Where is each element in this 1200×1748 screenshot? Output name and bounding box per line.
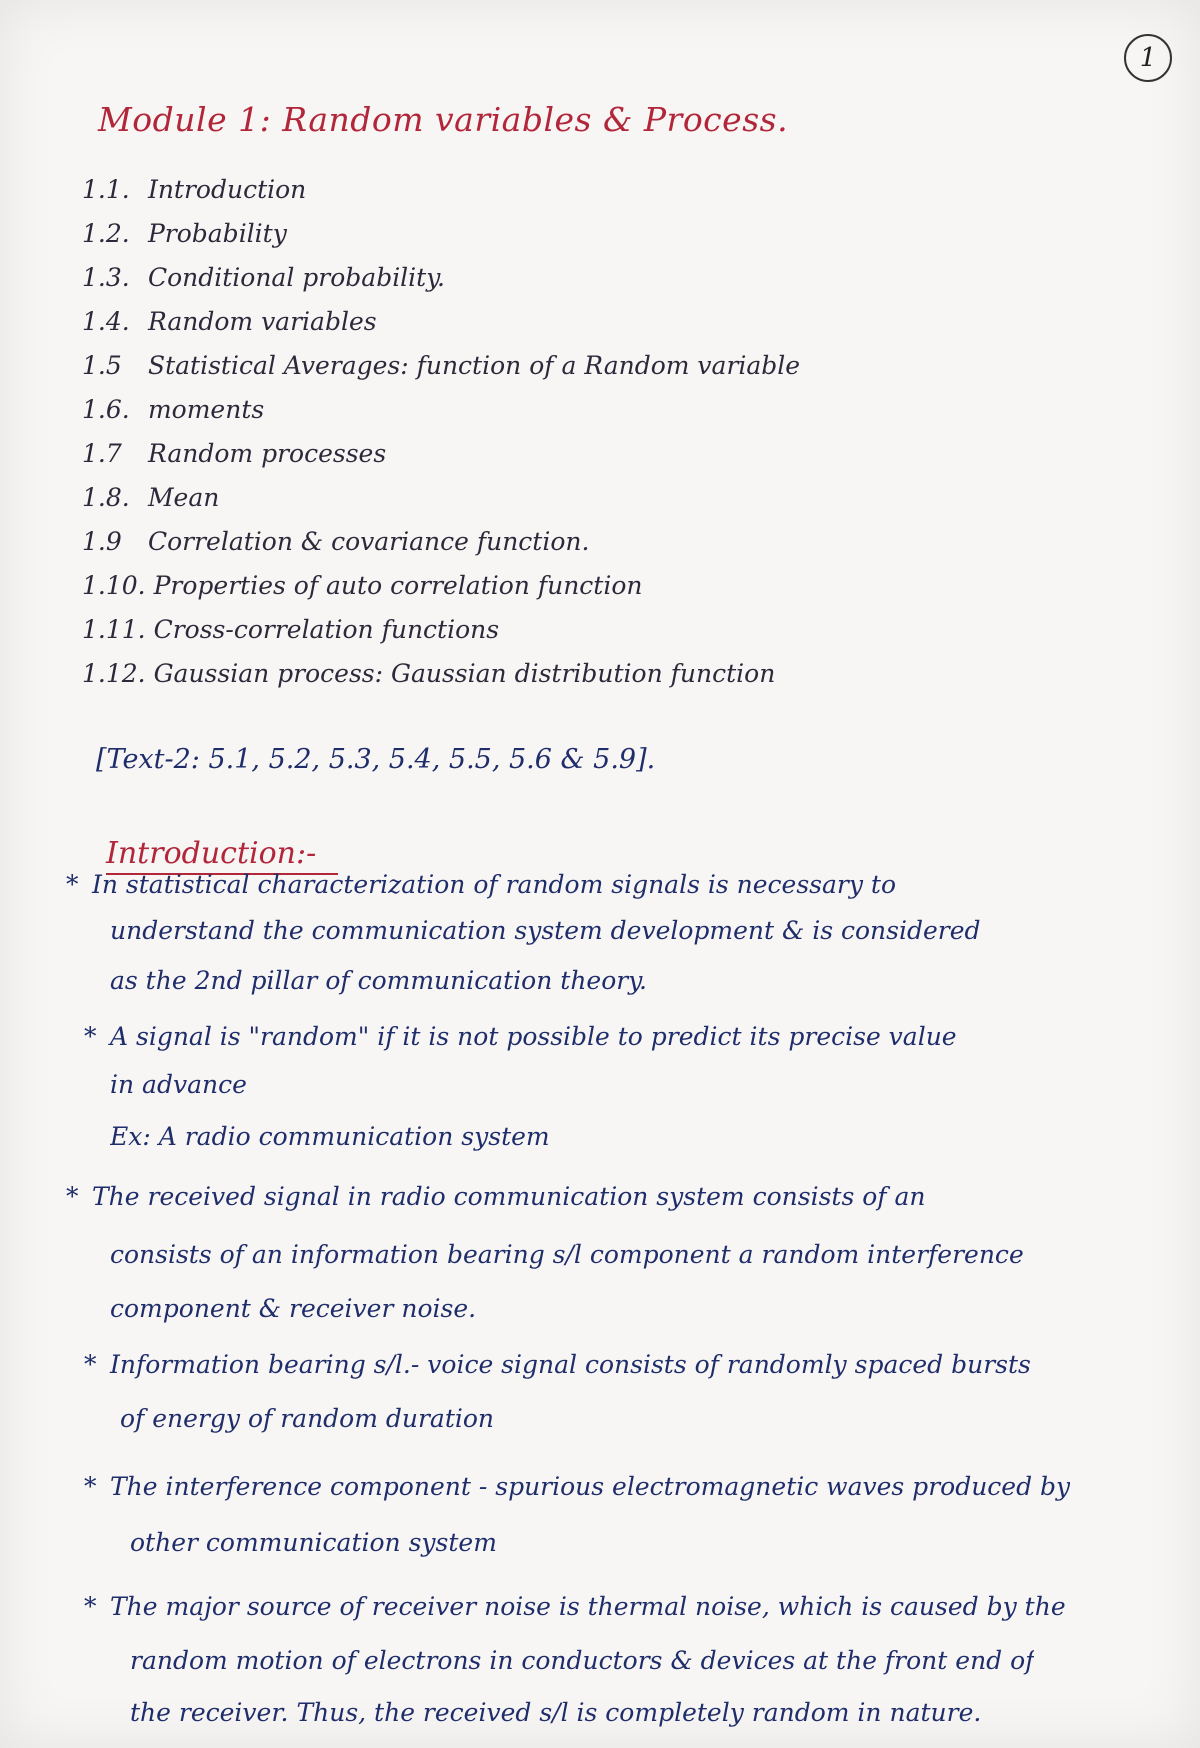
toc-text: Correlation & covariance function. — [147, 527, 590, 556]
table-of-contents — [82, 168, 1122, 696]
body-line — [66, 870, 896, 899]
toc-item — [82, 432, 1122, 476]
toc-item — [82, 388, 1122, 432]
toc-item — [82, 344, 1122, 388]
body-line-text: of energy of random duration — [120, 1404, 495, 1433]
body-line-text: the receiver. Thus, the received s/l is completely random in nature. — [130, 1698, 982, 1727]
body-line — [110, 1070, 247, 1099]
body-line — [130, 1646, 1034, 1675]
toc-number: 1.7 — [82, 439, 122, 468]
toc-text: moments — [147, 395, 265, 424]
body-line — [110, 1240, 1024, 1269]
body-line-text: Information bearing s/l.- voice signal consists of randomly spaced bursts — [110, 1350, 1031, 1379]
bullet-mark: * — [84, 1472, 97, 1501]
toc-item — [82, 476, 1122, 520]
toc-item — [82, 608, 1122, 652]
module-title: Module 1: Random variables & Process. — [98, 100, 789, 139]
body-line-text: as the 2nd pillar of communication theory. — [110, 966, 647, 995]
toc-number: 1.1. — [82, 175, 130, 204]
toc-text: Statistical Averages: function of a Random variable — [147, 351, 801, 380]
body-line-text: other communication system — [130, 1528, 497, 1557]
bullet-mark: * — [84, 1350, 97, 1379]
body-line — [84, 1350, 1031, 1379]
bullet-mark: * — [84, 1022, 97, 1051]
toc-number: 1.8. — [82, 483, 130, 512]
toc-item — [82, 212, 1122, 256]
toc-number: 1.10. — [82, 571, 146, 600]
toc-item — [82, 520, 1122, 564]
toc-text: Conditional probability. — [147, 263, 445, 292]
body-line — [130, 1698, 981, 1727]
body-line — [130, 1528, 497, 1557]
body-line-text: The received signal in radio communication system consists of an — [92, 1182, 926, 1211]
toc-text: Random variables — [147, 307, 377, 336]
text-reference: [Text-2: 5.1, 5.2, 5.3, 5.4, 5.5, 5.6 & 5.9]. — [96, 744, 656, 775]
toc-text: Cross-correlation functions — [153, 615, 500, 644]
body-line-text: in advance — [110, 1070, 247, 1099]
toc-item — [82, 652, 1122, 696]
toc-text: Mean — [147, 483, 220, 512]
body-line-text: The major source of receiver noise is thermal noise, which is caused by the — [110, 1592, 1066, 1621]
toc-item — [82, 168, 1122, 212]
body-line — [84, 1022, 957, 1051]
toc-number: 1.5 — [82, 351, 122, 380]
body-line-text: Ex: A radio communication system — [110, 1122, 550, 1151]
body-line-text: random motion of electrons in conductors & devices at the front end of — [130, 1646, 1035, 1675]
body-line-text: understand the communication system development & is considered — [110, 916, 981, 945]
toc-number: 1.9 — [82, 527, 122, 556]
toc-number: 1.4. — [82, 307, 130, 336]
toc-item — [82, 300, 1122, 344]
body-line — [66, 1182, 925, 1211]
toc-text: Properties of auto correlation function — [153, 571, 643, 600]
toc-number: 1.3. — [82, 263, 130, 292]
body-line-text: A signal is "random" if it is not possible to predict its precise value — [110, 1022, 957, 1051]
body-line — [84, 1592, 1066, 1621]
toc-item — [82, 256, 1122, 300]
body-line-text: The interference component - spurious electromagnetic waves produced by — [110, 1472, 1071, 1501]
body-line — [110, 1122, 550, 1151]
toc-text: Probability — [147, 219, 287, 248]
body-line-text: In statistical characterization of random signals is necessary to — [92, 870, 897, 899]
toc-number: 1.12. — [82, 659, 146, 688]
toc-number: 1.2. — [82, 219, 130, 248]
toc-text: Introduction — [147, 175, 307, 204]
toc-number: 1.11. — [82, 615, 146, 644]
bullet-mark: * — [66, 870, 79, 899]
body-line — [110, 916, 981, 945]
page-number: 1 — [1124, 34, 1172, 82]
toc-number: 1.6. — [82, 395, 130, 424]
body-line-text: consists of an information bearing s/l component a random interference — [110, 1240, 1024, 1269]
bullet-mark: * — [84, 1592, 97, 1621]
toc-text: Random processes — [147, 439, 387, 468]
body-line — [84, 1472, 1070, 1501]
toc-text: Gaussian process: Gaussian distribution function — [153, 659, 776, 688]
body-line-text: component & receiver noise. — [110, 1294, 477, 1323]
toc-item — [82, 564, 1122, 608]
body-line — [120, 1404, 494, 1433]
section-heading-text: Introduction:- — [106, 836, 317, 871]
body-line — [110, 1294, 476, 1323]
bullet-mark: * — [66, 1182, 79, 1211]
body-line — [110, 966, 647, 995]
